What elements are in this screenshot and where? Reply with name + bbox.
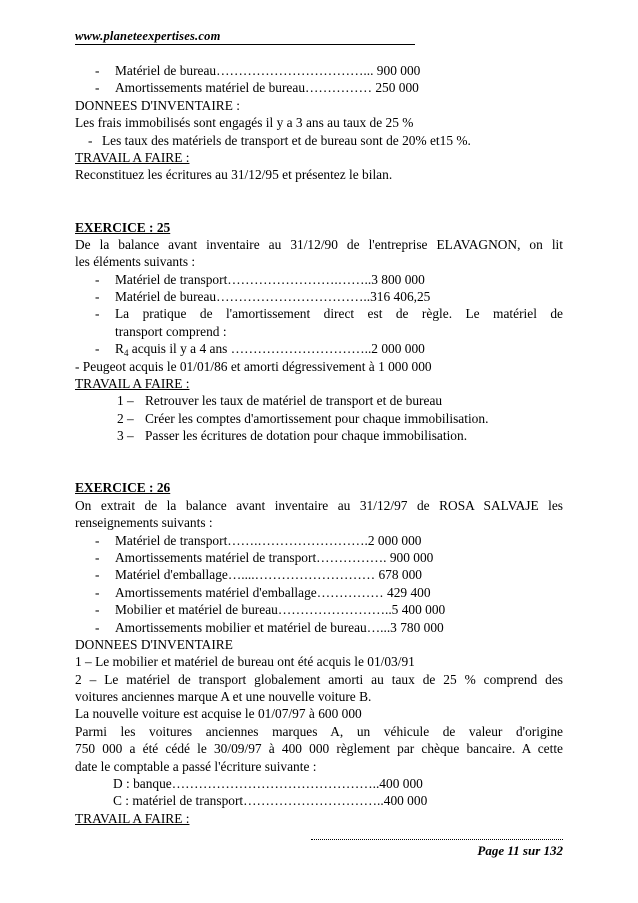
page-number: Page 11 sur 132 [477,843,563,858]
journal-entry: D : banque………………………………………..400 000 [113,776,423,792]
exercise-title-25: EXERCICE : 25 [75,219,171,235]
section-heading: TRAVAIL A FAIRE : [75,149,190,165]
paragraph: 2 – Le matériel de transport globalement amorti au taux de 25 % comprend des [75,671,563,687]
paragraph: les éléments suivants : [75,254,196,270]
document-body [75,62,563,827]
task-item: 2 – Créer les comptes d'amortissement pour chaque immobilisation. [117,410,489,426]
list-item: - La pratique de l'amortissement direct est de règle. Le matériel de [95,306,563,322]
paragraph: Les frais immobilisés sont engagés il y a 3 ans au taux de 25 % [75,115,414,131]
task-item: 3 – Passer les écritures de dotation pour chaque immobilisation. [117,428,468,444]
paragraph: 1 – Le mobilier et matériel de bureau ont été acquis le 01/03/91 [75,654,415,670]
footer-rule [311,839,563,840]
list-item: - $R_4$ acquis il y a 4 ans …………………………..2 000 000 [95,341,425,358]
list-item: - Matériel de bureau……………………………..316 406,25 [95,289,431,305]
paragraph: On extrait de la balance avant inventaire au 31/12/97 de ROSA SALVAJE les [75,497,563,513]
list-item: - Amortissements matériel de transport……………. 900 000 [95,549,434,565]
paragraph: 750 000 a été cédé le 30/09/97 à 400 000 règlement par chèque bancaire. A cette [75,741,563,757]
list-item: - Matériel de transport…………………….……..3 800 000 [95,271,425,287]
task-item: 1 – Retrouver les taux de matériel de transport et de bureau [117,393,443,409]
section-heading: DONNEES D'INVENTAIRE [75,636,233,652]
list-item: - Amortissements mobilier et matériel de bureau…...3 780 000 [95,619,444,635]
section-heading: DONNEES D'INVENTAIRE : [75,97,240,113]
paragraph: voitures anciennes marque A et une nouvelle voiture B. [75,689,372,705]
journal-entry: C : matériel de transport…………………………..400 000 [113,793,428,809]
exercise-title-26: EXERCICE : 26 [75,480,171,496]
list-item: - Les taux des matériels de transport et de bureau sont de 20% et15 %. [88,132,471,148]
paragraph: renseignements suivants : [75,515,213,531]
list-item: - Mobilier et matériel de bureau……………………..5 400 000 [95,602,446,618]
list-item-continuation: transport comprend : [115,323,227,339]
site-header: www.planeteexpertises.com [75,29,221,43]
section-heading: TRAVAIL A FAIRE : [75,376,190,392]
paragraph: La nouvelle voiture est acquise le 01/07/97 à 600 000 [75,706,362,722]
list-item: - Matériel de bureau……………………………... 900 000 [95,63,421,78]
list-item: - Matériel d'emballage…....……………………… 678 000 [95,567,422,583]
header-rule [75,44,415,45]
paragraph: date le comptable a passé l'écriture suivante : [75,758,317,774]
paragraph: - Peugeot acquis le 01/01/86 et amorti dégressivement à 1 000 000 [75,358,432,374]
list-item: - Matériel de transport…….…………………….2 000 000 [95,532,422,548]
list-item: - Amortissements matériel d'emballage…………… 429 400 [95,584,431,600]
paragraph: Parmi les voitures anciennes marques A, un véhicule de valeur d'origine [75,723,563,739]
list-item: - Amortissements matériel de bureau…………… 250 000 [95,80,419,96]
paragraph: De la balance avant inventaire au 31/12/90 de l'entreprise ELAVAGNON, on lit [75,236,563,252]
section-heading: TRAVAIL A FAIRE : [75,810,190,826]
paragraph: Reconstituez les écritures au 31/12/95 et présentez le bilan. [75,167,393,183]
